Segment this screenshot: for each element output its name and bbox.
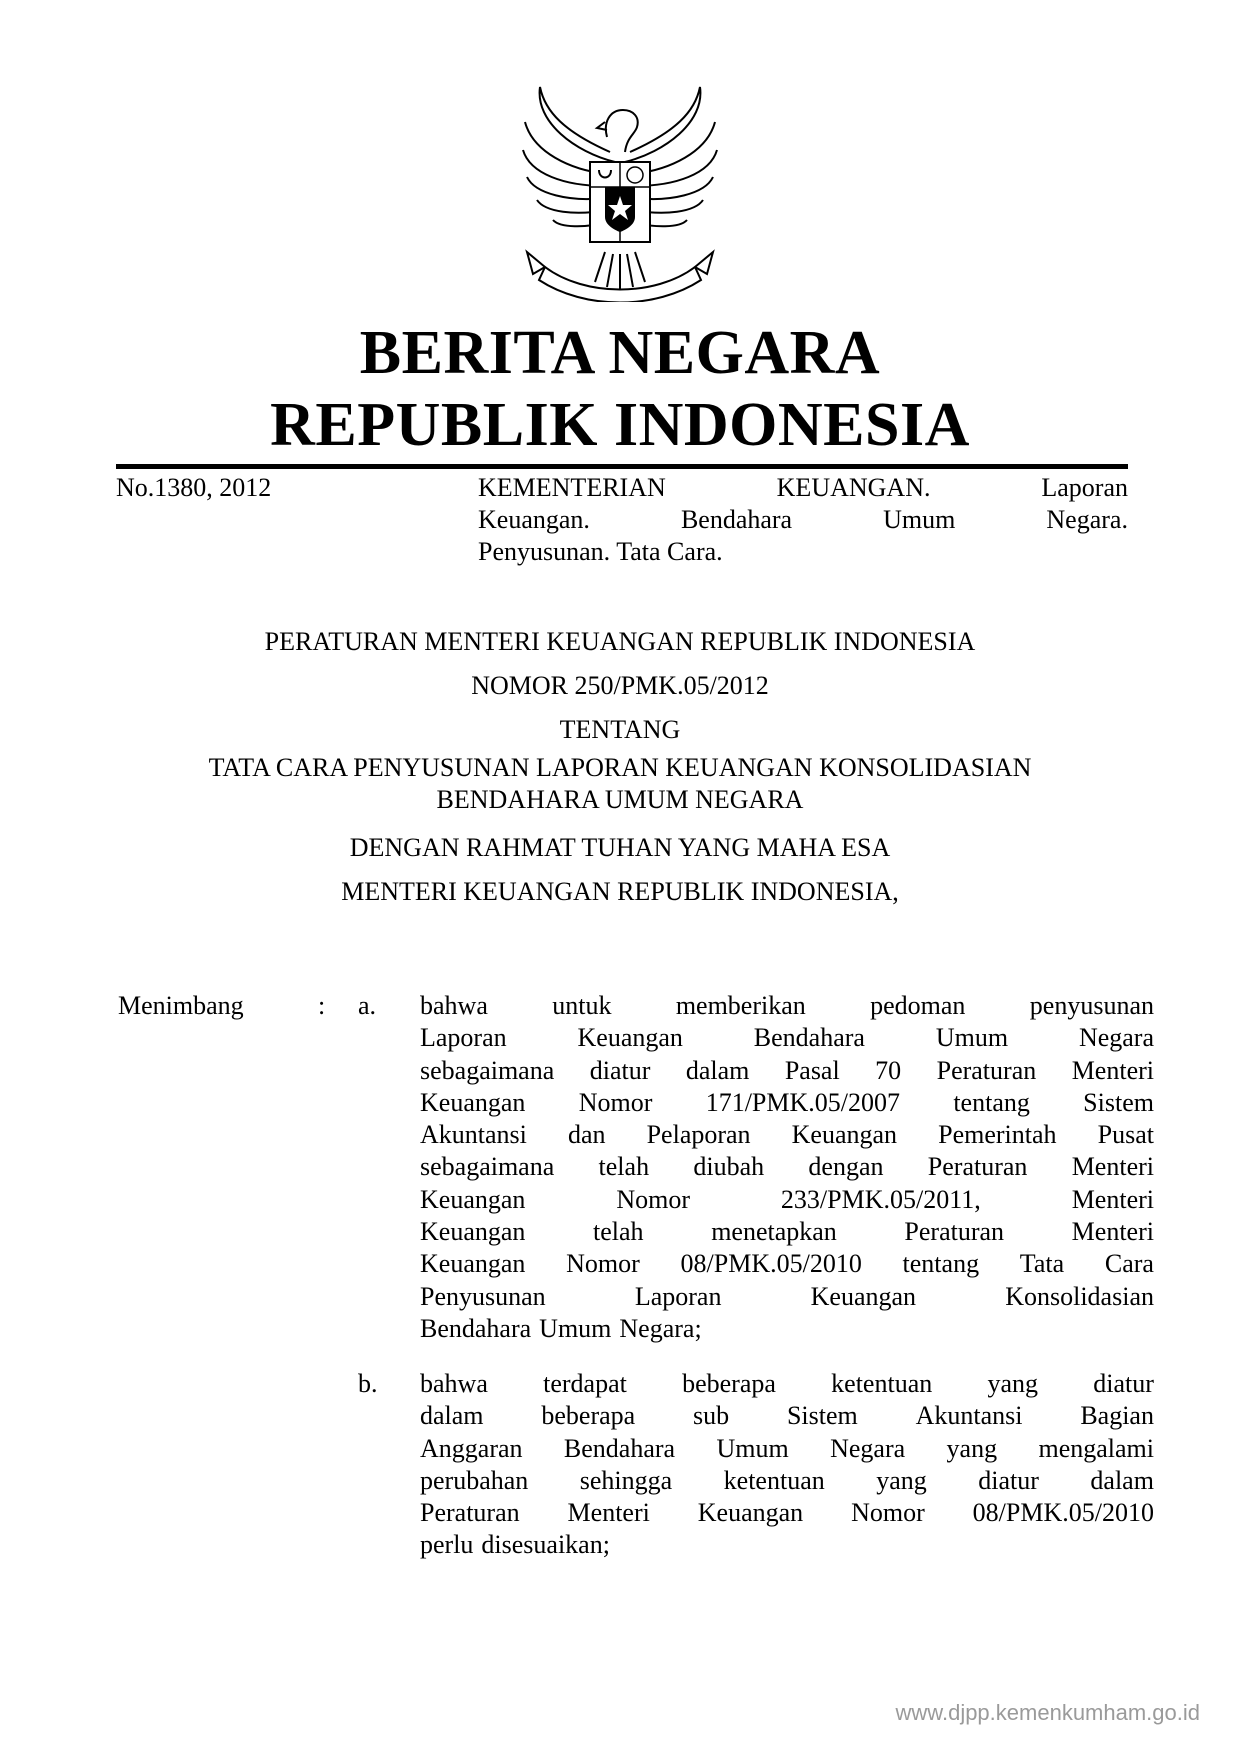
- word: ketentuan: [831, 1369, 933, 1398]
- considering-item-a: [420, 990, 1154, 1345]
- word: Menteri: [1071, 1217, 1154, 1247]
- word: dan: [567, 1120, 606, 1150]
- text-line: [420, 1022, 1154, 1054]
- word: sehingga: [579, 1465, 673, 1495]
- word: bahwa: [420, 1369, 488, 1398]
- word: sub: [693, 1401, 730, 1431]
- word: penyusunan: [1029, 991, 1154, 1020]
- word: Laporan: [634, 1281, 722, 1311]
- word: yang: [987, 1369, 1039, 1398]
- word: Keuangan: [420, 1184, 526, 1214]
- considering-label: Menimbang: [118, 991, 244, 1020]
- word: Pusat: [1097, 1120, 1154, 1150]
- word: Nomor: [616, 1184, 690, 1214]
- word: Bendahara: [420, 1313, 532, 1343]
- word: diatur: [1093, 1369, 1154, 1398]
- text-line: [420, 1400, 1154, 1432]
- word: mengalami: [1038, 1433, 1154, 1463]
- regulation-subject-line-2: BENDAHARA UMUM NEGARA: [436, 785, 804, 814]
- word: Pemerintah: [938, 1120, 1057, 1150]
- word: 233/PMK.05/2011,: [780, 1184, 981, 1214]
- word: Keuangan: [810, 1281, 917, 1311]
- word: Laporan: [420, 1023, 507, 1053]
- word: Keuangan: [420, 1217, 526, 1247]
- word: Bagian: [1080, 1401, 1154, 1431]
- text-line: [420, 1281, 1154, 1313]
- word: Umum: [716, 1433, 789, 1463]
- garuda-emblem-icon: [515, 82, 725, 302]
- word: telah: [598, 1152, 650, 1182]
- authority: MENTERI KEUANGAN REPUBLIK INDONESIA,: [341, 877, 899, 906]
- regulation-about: TENTANG: [559, 715, 681, 744]
- word: untuk: [552, 991, 612, 1020]
- subject-line: [478, 504, 1128, 536]
- word: tentang: [953, 1087, 1030, 1117]
- word: perubahan: [420, 1465, 529, 1495]
- word: Sistem: [1083, 1087, 1154, 1117]
- regulation-title: PERATURAN MENTERI KEUANGAN REPUBLIK INDONESIA: [264, 627, 976, 656]
- word: Bendahara: [753, 1023, 865, 1053]
- word: Akuntansi: [420, 1120, 527, 1150]
- subject-line: [478, 536, 1128, 568]
- word: Keuangan: [791, 1120, 898, 1150]
- invocation: DENGAN RAHMAT TUHAN YANG MAHA ESA: [349, 833, 891, 862]
- text-line: [420, 1119, 1154, 1151]
- regulation-number: NOMOR 250/PMK.05/2012: [471, 671, 769, 700]
- word: Menteri: [1071, 1152, 1154, 1182]
- word: Bendahara: [563, 1433, 676, 1463]
- word: 171/PMK.05/2007: [705, 1087, 901, 1117]
- word: Peraturan: [927, 1152, 1028, 1182]
- word: Bendahara: [680, 505, 793, 534]
- text-line: [420, 1184, 1154, 1216]
- word: Tata: [1019, 1249, 1065, 1279]
- word: diubah: [693, 1152, 765, 1182]
- word: Pasal: [784, 1055, 840, 1085]
- considering-item-b: [420, 1368, 1154, 1562]
- word: dalam: [420, 1401, 484, 1431]
- text-line: [420, 1087, 1154, 1119]
- text-line: [420, 1216, 1154, 1248]
- word: Peraturan: [420, 1498, 520, 1528]
- word: Penyusunan: [420, 1281, 546, 1311]
- text-line: [420, 1529, 1154, 1561]
- word: Peraturan: [936, 1055, 1037, 1085]
- gazette-subject: [478, 472, 1128, 568]
- word: Nomor: [578, 1087, 653, 1117]
- word: KEUANGAN.: [776, 473, 931, 502]
- word: Akuntansi: [915, 1401, 1023, 1431]
- word: terdapat: [543, 1369, 627, 1398]
- word: 08/PMK.05/2010: [680, 1249, 862, 1279]
- footer-url-link[interactable]: www.djpp.kemenkumham.go.id: [895, 1700, 1200, 1725]
- item-marker-b: b.: [358, 1369, 378, 1398]
- word: Negara: [1078, 1023, 1154, 1053]
- word: Keuangan: [577, 1023, 683, 1053]
- word: Sistem: [786, 1401, 858, 1431]
- gazette-number: No.1380, 2012: [116, 473, 272, 502]
- text-line: [420, 1055, 1154, 1087]
- masthead-line-2: REPUBLIK INDONESIA: [270, 391, 970, 459]
- word: Konsolidasian: [1005, 1281, 1154, 1311]
- word: memberikan: [675, 991, 806, 1020]
- word: Keuangan: [697, 1498, 804, 1528]
- text-line: [420, 1368, 1154, 1400]
- word: Umum: [935, 1023, 1009, 1053]
- word: 08/PMK.05/2010: [972, 1498, 1154, 1528]
- word: tentang: [902, 1249, 980, 1279]
- text-line: [420, 1497, 1154, 1529]
- word: Menteri: [1071, 1184, 1154, 1214]
- word: perlu: [420, 1530, 474, 1560]
- word: Keuangan.: [478, 505, 590, 534]
- word: pedoman: [870, 991, 966, 1020]
- word: dalam: [1090, 1465, 1154, 1495]
- word: Anggaran: [420, 1433, 523, 1463]
- word: Menteri: [1071, 1055, 1154, 1085]
- word: dalam: [685, 1055, 750, 1085]
- masthead-line-1: BERITA NEGARA: [359, 319, 881, 387]
- word: bahwa: [420, 991, 488, 1020]
- regulation-subject-line-1: TATA CARA PENYUSUNAN LAPORAN KEUANGAN KONSOLIDASIAN: [208, 753, 1032, 782]
- word: disesuaikan;: [481, 1530, 610, 1560]
- word: Nomor: [566, 1249, 640, 1279]
- word: Umum: [539, 1313, 612, 1343]
- text-line: [420, 1433, 1154, 1465]
- word: diatur: [978, 1465, 1039, 1495]
- word: dengan: [808, 1152, 884, 1182]
- word: Negara;: [619, 1313, 702, 1343]
- item-marker-a: a.: [358, 991, 377, 1020]
- word: KEMENTERIAN: [478, 473, 666, 502]
- header-divider: [116, 464, 1128, 469]
- word: beberapa: [541, 1401, 636, 1431]
- word: Peraturan: [904, 1217, 1005, 1247]
- word: Keuangan: [420, 1087, 526, 1117]
- text-line: [420, 1151, 1154, 1183]
- word: Keuangan: [420, 1249, 526, 1279]
- word: sebagaimana: [420, 1055, 555, 1085]
- word: 70: [875, 1055, 902, 1085]
- word: Pelaporan: [646, 1120, 751, 1150]
- word: Negara: [830, 1433, 906, 1463]
- word: sebagaimana: [420, 1152, 555, 1182]
- text-line: [420, 1465, 1154, 1497]
- text-line: [420, 1313, 1154, 1345]
- word: Menteri: [567, 1498, 650, 1528]
- word: Nomor: [851, 1498, 925, 1528]
- considering-colon: :: [318, 991, 326, 1020]
- word: yang: [946, 1433, 998, 1463]
- word: Negara.: [1046, 505, 1128, 534]
- word: beberapa: [682, 1369, 776, 1398]
- word: yang: [876, 1465, 927, 1495]
- subject-line: [478, 472, 1128, 504]
- word: Cara: [1104, 1249, 1154, 1279]
- word: telah: [593, 1217, 644, 1247]
- text-line: [420, 990, 1154, 1022]
- word: Laporan: [1041, 473, 1128, 502]
- word: diatur: [589, 1055, 651, 1085]
- text-line: [420, 1248, 1154, 1280]
- word: Penyusunan. Tata Cara.: [478, 537, 723, 566]
- word: ketentuan: [723, 1465, 825, 1495]
- word: menetapkan: [711, 1217, 837, 1247]
- word: Umum: [883, 505, 956, 534]
